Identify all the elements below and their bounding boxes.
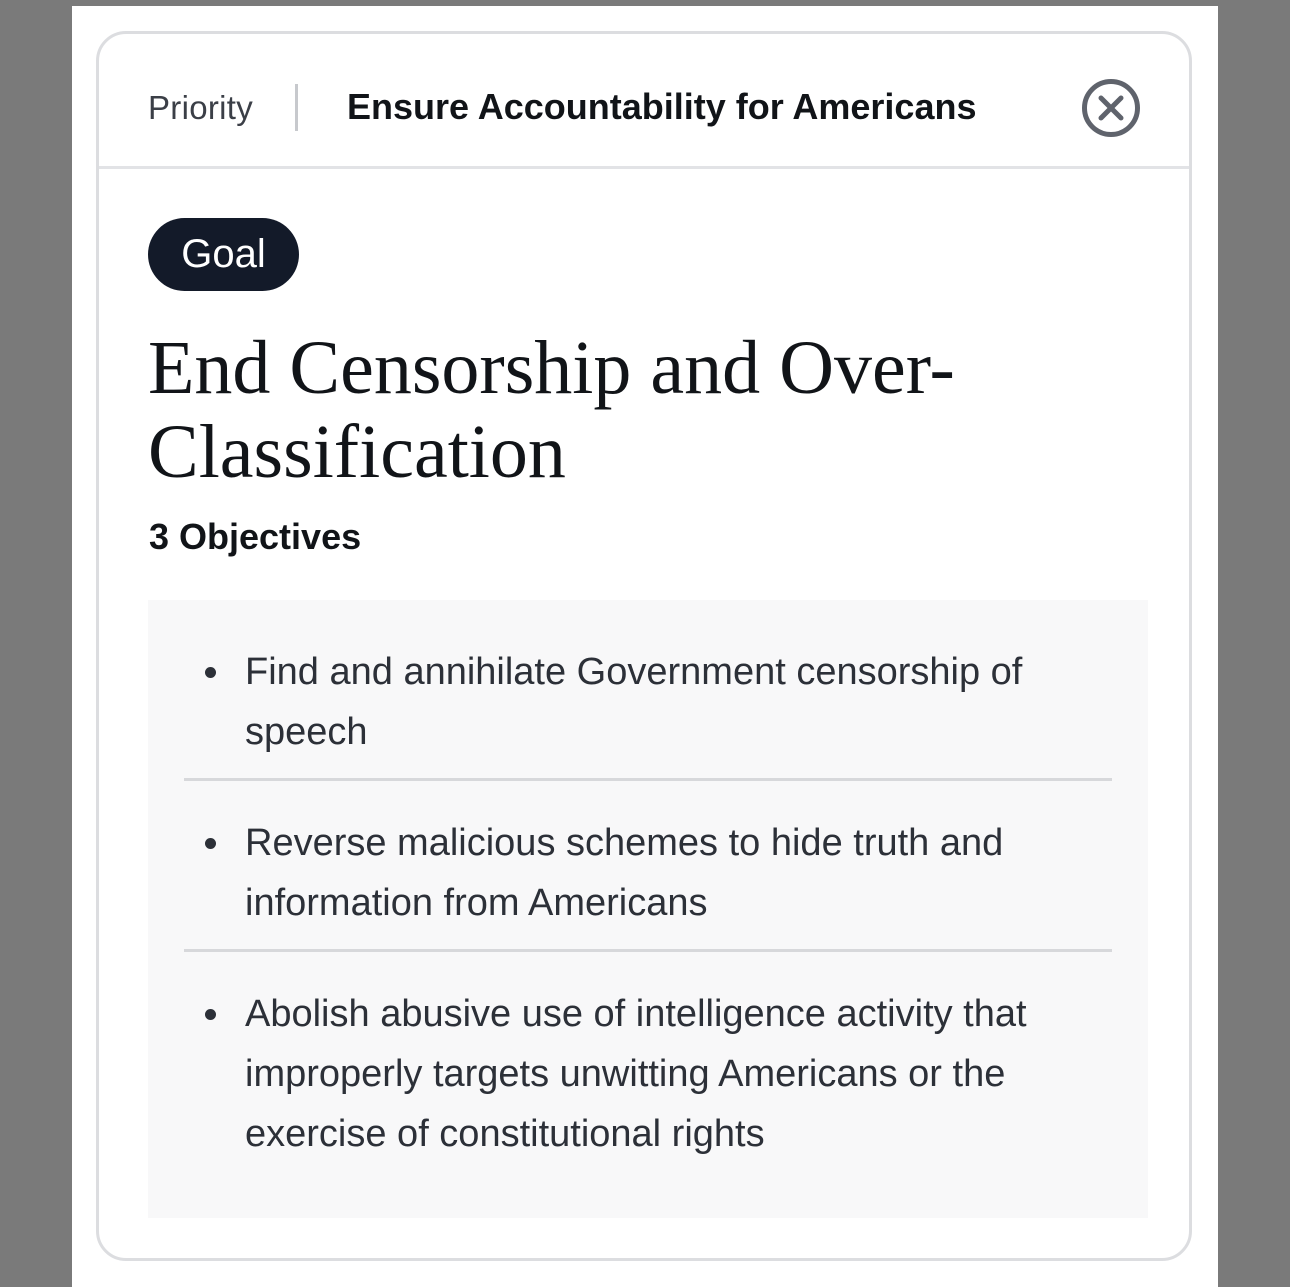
objectives-count: 3 Objectives (149, 516, 362, 557)
objective-divider (184, 778, 1112, 781)
objective-divider (184, 949, 1112, 952)
goal-dialog (96, 31, 1192, 1261)
priority-title: Ensure Accountability for Americans (347, 86, 977, 127)
objective-text: Abolish abusive use of intelligence activity that improperly targets unwitting Americans or the exercise of constitutional rights (245, 993, 1027, 1155)
bullet-icon (205, 838, 216, 849)
priority-label: Priority (148, 89, 254, 126)
bullet-icon (205, 1009, 216, 1020)
close-button[interactable] (1082, 79, 1140, 137)
objectives-list (148, 600, 1148, 1218)
close-icon (1096, 93, 1126, 123)
dialog-header (99, 34, 1189, 169)
objective-text: Reverse malicious schemes to hide truth and information from Americans (245, 822, 1004, 924)
objective-text: Find and annihilate Government censorship of speech (245, 651, 1023, 753)
goal-badge: Goal (148, 218, 299, 291)
bullet-icon (205, 667, 216, 678)
header-divider (295, 84, 298, 131)
goal-title: End Censorship and Over-Classification (148, 326, 955, 494)
